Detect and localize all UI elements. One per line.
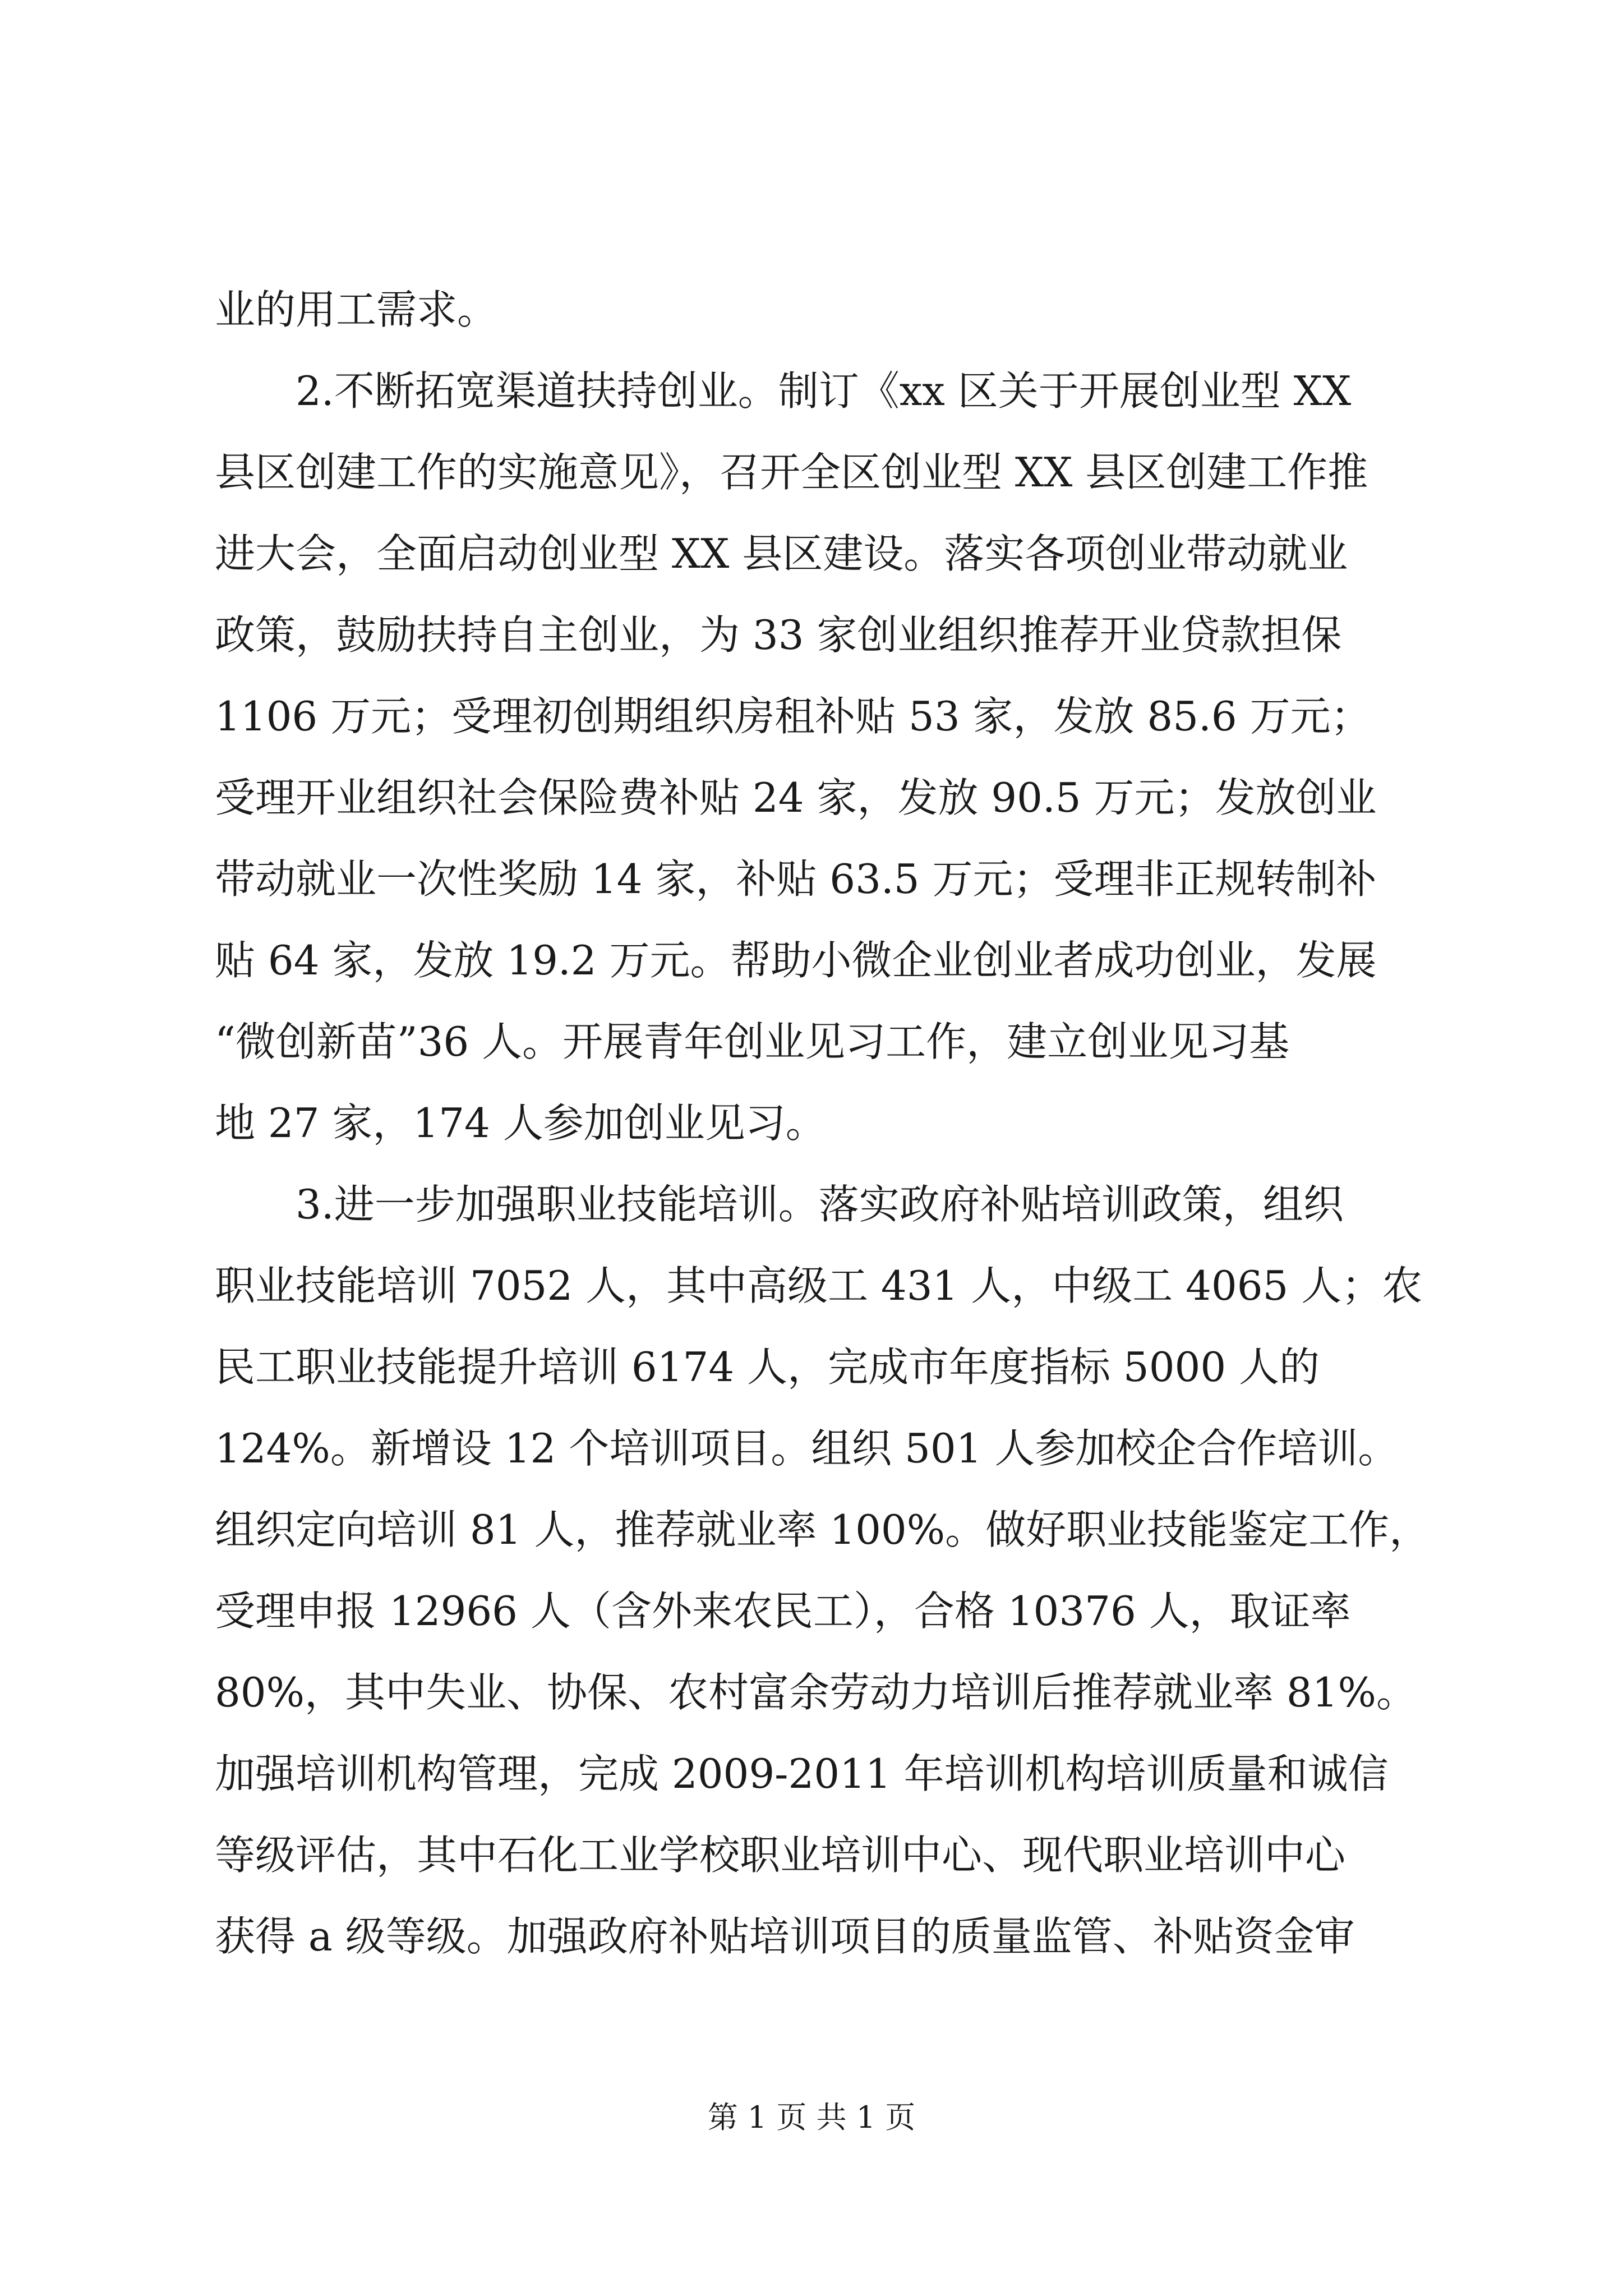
text-line: 受理开业组织社会保险费补贴 24 家，发放 90.5 万元；发放创业 — [215, 774, 1377, 821]
text-line: 贴 64 家，发放 19.2 万元。帮助小微企业创业者成功创业，发展 — [215, 937, 1377, 984]
text-line: 受理申报 12966 人（含外来农民工），合格 10376 人，取证率 — [215, 1588, 1351, 1635]
text-line: 带动就业一次性奖励 14 家，补贴 63.5 万元；受理非正规转制补 — [215, 855, 1377, 903]
text-line: 地 27 家，174 人参加创业见习。 — [215, 1099, 826, 1147]
text-line: 县区创建工作的实施意见》，召开全区创业型 XX 县区创建工作推 — [215, 449, 1368, 496]
text-line: 组织定向培训 81 人，推荐就业率 100%。做好职业技能鉴定工作， — [215, 1506, 1430, 1553]
text-line: 等级评估，其中石化工业学校职业培训中心、现代职业培训中心 — [215, 1832, 1346, 1879]
text-line: 业的用工需求。 — [215, 286, 498, 333]
text-line: 获得 a 级等级。加强政府补贴培训项目的质量监管、补贴资金审 — [215, 1913, 1355, 1960]
text-line: 进大会，全面启动创业型 XX 县区建设。落实各项创业带动就业 — [215, 530, 1348, 577]
page-footer: 第 1 页 共 1 页 — [707, 2100, 916, 2135]
text-line: 1106 万元；受理初创期组织房租补贴 53 家，发放 85.6 万元； — [215, 693, 1371, 740]
paragraph-2-start: 2.不断拓宽渠道扶持创业。制订《xx 区关于开展创业型 XX — [296, 367, 1352, 415]
text-line: 民工职业技能提升培训 6174 人，完成市年度指标 5000 人的 — [215, 1343, 1320, 1391]
text-line: 80%，其中失业、协保、农村富余劳动力培训后推荐就业率 81%。 — [215, 1669, 1417, 1716]
text-line: “微创新苗”36 人。开展青年创业见习工作，建立创业见习基 — [215, 1018, 1290, 1065]
text-line: 加强培训机构管理，完成 2009-2011 年培训机构培训质量和诚信 — [215, 1750, 1389, 1797]
text-line: 政策，鼓励扶持自主创业，为 33 家创业组织推荐开业贷款担保 — [215, 611, 1342, 659]
paragraph-3-start: 3.进一步加强职业技能培训。落实政府补贴培训政策，组织 — [296, 1181, 1344, 1228]
text-line: 职业技能培训 7052 人，其中高级工 431 人，中级工 4065 人；农 — [215, 1262, 1423, 1309]
text-line: 124%。新增设 12 个培训项目。组织 501 人参加校企合作培训。 — [215, 1425, 1399, 1472]
